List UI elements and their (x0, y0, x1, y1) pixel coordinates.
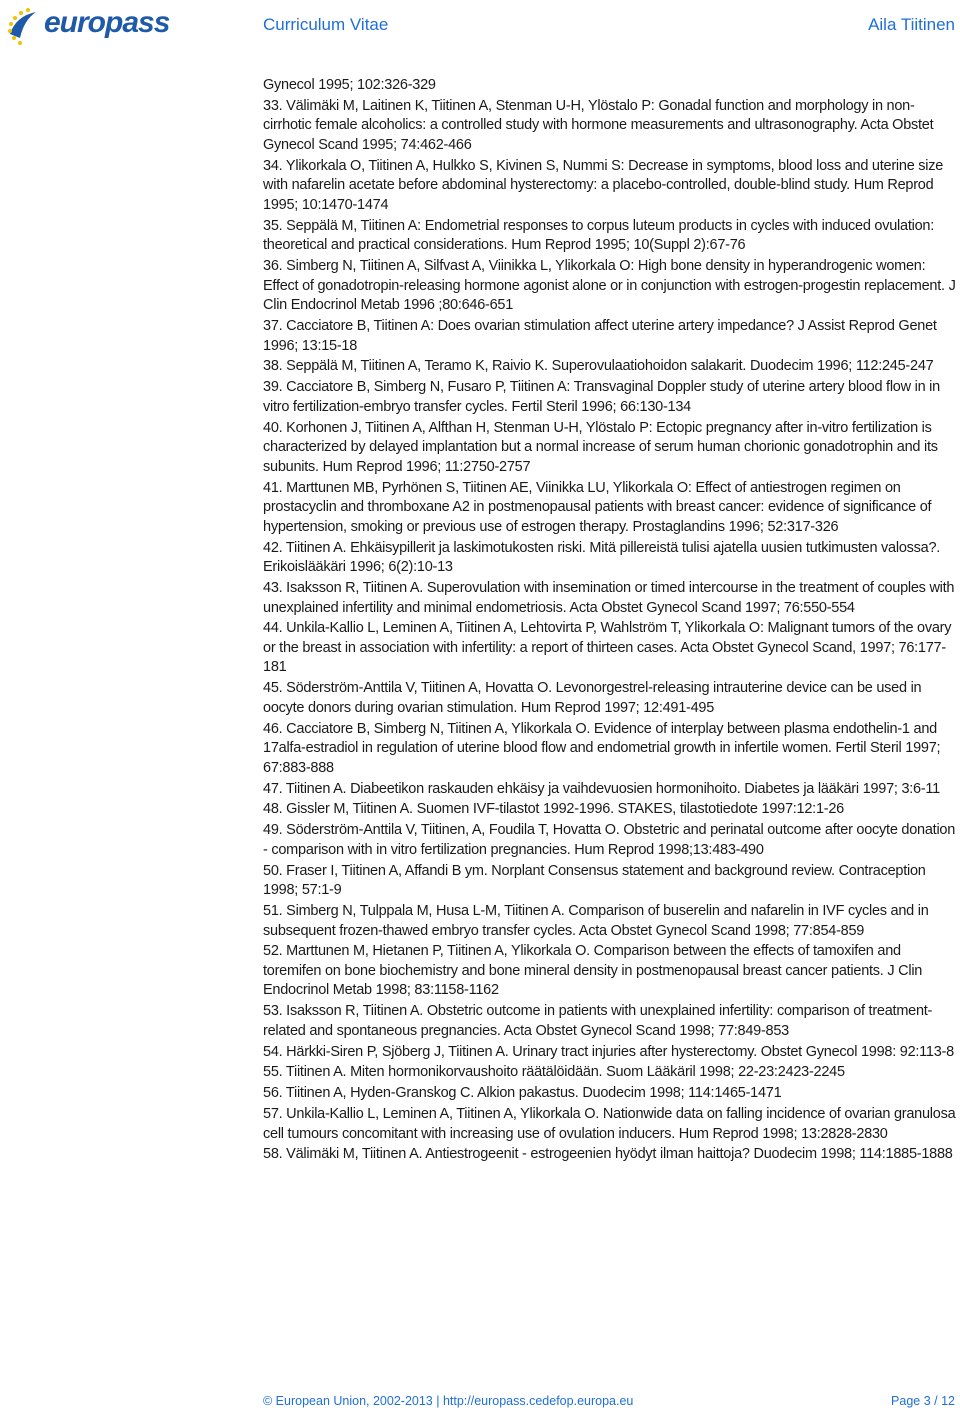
publication-entry: 40. Korhonen J, Tiitinen A, Alfthan H, Stenman U-H, Ylöstalo P: Ectopic pregnancy after in-vitro fertilization is characterized by delayed implantation but a normal increase of serum human chorionic gonadotrophin and its subunits. Hum Reprod 1996; 11:2750-2757 (263, 419, 938, 475)
page-number: Page 3 / 12 (891, 1394, 955, 1408)
publication-entry: 50. Fraser I, Tiitinen A, Affandi B ym. Norplant Consensus statement and background review. Contraception 1998; 57:1-9 (263, 862, 926, 899)
publication-entry: 53. Isaksson R, Tiitinen A. Obstetric outcome in patients with unexplained infertility: comparison of treatment-related and spontaneous pregnancies. Acta Obstet Gynecol Scand 1998; 77:849-853 (263, 1003, 933, 1039)
document-section-title: Curriculum Vitae (263, 15, 389, 34)
publication-list (263, 76, 958, 1166)
publication-entry: 58. Välimäki M, Tiitinen A. Antiestrogeenit - estrogeenien hyödyt ilman haittoja? Duodecim 1998; 114:1885-1888 (263, 1146, 953, 1163)
publication-entry: 36. Simberg N, Tiitinen A, Silfvast A, Viinikka L, Ylikorkala O: High bone density in hyperandrogenic women: Effect of gonadotropin-releasing hormone agonist alone or in conjunction with estrogen-progestin replacement. J Clin Endocrinol Metab 1996 ;80:646-651 (263, 258, 956, 314)
publication-entry: 51. Simberg N, Tulppala M, Husa L-M, Tiitinen A. Comparison of buserelin and nafarelin in IVF cycles and in subsequent frozen-thawed embryo transfer cycles. Acta Obstet Gynecol Scand 1998; 77:854-859 (263, 902, 929, 939)
publication-entry: 54. Härkki-Siren P, Sjöberg J, Tiitinen A. Urinary tract injuries after hysterectomy. Obstet Gynecol 1998: 92:113-8 (263, 1043, 954, 1060)
applicant-name: Aila Tiitinen (868, 15, 955, 34)
publication-entry: 34. Ylikorkala O, Tiitinen A, Hulkko S, Kivinen S, Nummi S: Decrease in symptoms, blood loss and uterine size with nafarelin acetate before abdominal hysterectomy: a placebo-controlled, double-blind study. Hum Reprod 1995; 10:1470-1474 (263, 157, 944, 213)
publication-entry: 38. Seppälä M, Tiitinen A, Teramo K, Raivio K. Superovulaatiohoidon salakarit. Duodecim 1996; 112:245-247 (263, 358, 934, 375)
publication-entry: 46. Cacciatore B, Simberg N, Tiitinen A, Ylikorkala O. Evidence of interplay between plasma endothelin-1 and 17alfa-estradiol in regulation of uterine blood flow and endometrial growth in infertile women. Fertil Steril 1997; 67:883-888 (263, 720, 941, 776)
publication-entry: 57. Unkila-Kallio L, Leminen A, Tiitinen A, Ylikorkala O. Nationwide data on falling incidence of ovarian granulosa cell tumours concomitant with increasing use of ovulation inducers. Hum Reprod 1998; 13:2828-2830 (263, 1105, 956, 1142)
publication-entry: 47. Tiitinen A. Diabeetikon raskauden ehkäisy ja vaihdevuosien hormonihoito. Diabetes ja lääkäri 1997; 3:6-11 (263, 780, 940, 797)
publication-entry: 49. Söderström-Anttila V, Tiitinen, A, Foudila T, Hovatta O. Obstetric and perinatal outcome after oocyte donation - comparison with in vitro fertilization pregnancies. Hum Reprod 1998;13:483-490 (263, 822, 956, 858)
publication-entry: 52. Marttunen M, Hietanen P, Tiitinen A, Ylikorkala O. Comparison between the effects of tamoxifen and toremifen on bone biochemistry and bone mineral density in postmenopausal breast cancer patients. J Clin Endocrinol Metab 1998; 83:1158-1162 (263, 943, 923, 999)
page-footer (263, 1394, 955, 1408)
publication-entry: 39. Cacciatore B, Simberg N, Fusaro P, Tiitinen A: Transvaginal Doppler study of uterine artery blood flow in in vitro fertilization-embryo transfer cycles. Fertil Steril 1996; 66:130-134 (263, 379, 940, 415)
publication-entry: 42. Tiitinen A. Ehkäisypillerit ja laskimotukosten riski. Mitä pillereistä tulisi ajatella uusien tutkimusten valossa?. Erikoislääkäri 1996; 6(2):10-13 (263, 539, 941, 576)
publication-entry: 37. Cacciatore B, Tiitinen A: Does ovarian stimulation affect uterine artery impedance? J Assist Reprod Genet 1996; 13:15-18 (263, 318, 937, 354)
europass-logo (6, 4, 170, 46)
publication-entry: 43. Isaksson R, Tiitinen A. Superovulation with insemination or timed intercourse in the treatment of couples with unexplained infertility and minimal endometriosis. Acta Obstet Gynecol Scand 1997; 76:550-554 (263, 579, 955, 616)
publication-entry: 45. Söderström-Anttila V, Tiitinen A, Hovatta O. Levonorgestrel-releasing intrauterine device can be used in oocyte donors during ovarian stimulation. Hum Reprod 1997; 12:491-495 (263, 680, 922, 716)
publication-entry: 56. Tiitinen A, Hyden-Granskog C. Alkion pakastus. Duodecim 1998; 114:1465-1471 (263, 1085, 782, 1102)
footer-copyright-link[interactable]: © European Union, 2002-2013 | http://europass.cedefop.europa.eu (263, 1394, 634, 1408)
publication-entry: 41. Marttunen MB, Pyrhönen S, Tiitinen AE, Viinikka LU, Ylikorkala O: Effect of antiestrogen regimen on prostacyclin and thromboxane A2 in postmenopausal patients with breast cancer: evidence of significance of hypertension, smoking or previous use of estrogen therapy. Prostaglandins 1996; 52:317-326 (263, 479, 932, 535)
publication-entry: 35. Seppälä M, Tiitinen A: Endometrial responses to corpus luteum products in cycles with induced ovulation: theoretical and practical considerations. Hum Reprod 1995; 10(Suppl 2):67-76 (263, 217, 934, 254)
publication-entry: 33. Välimäki M, Laitinen K, Tiitinen A, Stenman U-H, Ylöstalo P: Gonadal function and morphology in non-cirrhotic female alcoholics: a controlled study with hormone measurements and ultrasonography. Acta Obstet Gynecol Scand 1995; 74:462-466 (263, 97, 934, 153)
publication-entry: 48. Gissler M, Tiitinen A. Suomen IVF-tilastot 1992-1996. STAKES, tilastotiedote 1997:12:1-26 (263, 801, 844, 818)
publication-entry: 44. Unkila-Kallio L, Leminen A, Tiitinen A, Lehtovirta P, Wahlström T, Ylikorkala O: Malignant tumors of the ovary or the breast in association with infertility: a report of thirteen cases. Acta Obstet Gynecol Scand, 1997; 76:177-181 (263, 620, 952, 676)
publication-entry: 55. Tiitinen A. Miten hormonikorvaushoito räätälöidään. Suom Lääkäril 1998; 22-23:2423-2245 (263, 1064, 845, 1081)
logo-wordmark: europass (44, 6, 170, 39)
publication-entry: Gynecol 1995; 102:326-329 (263, 77, 436, 93)
